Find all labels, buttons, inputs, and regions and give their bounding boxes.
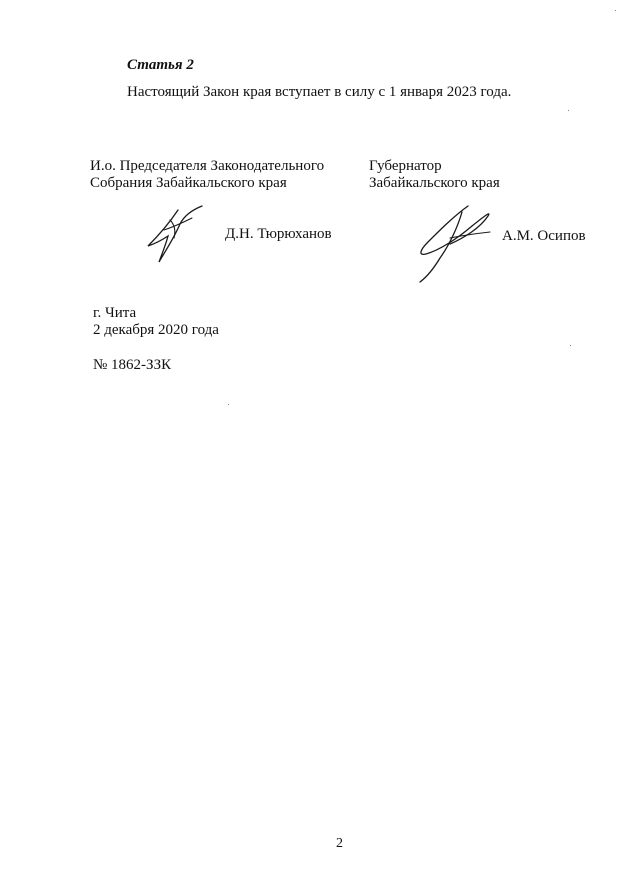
right-signature-image: [410, 198, 505, 288]
article-text: Настоящий Закон края вступает в силу с 1 января 2023 года.: [127, 84, 512, 100]
left-signatory-title-line1: И.о. Председателя Законодательного: [90, 158, 325, 174]
scan-speck: [615, 10, 616, 11]
signing-date: 2 декабря 2020 года: [93, 322, 219, 338]
right-signatory-name: А.М. Осипов: [502, 228, 586, 244]
signing-city: г. Чита: [93, 305, 137, 321]
right-signatory-title-line2: Забайкальского края: [369, 175, 500, 191]
scan-speck: [228, 404, 229, 405]
left-signature-image: [140, 200, 210, 270]
left-signatory-name: Д.Н. Тюрюханов: [225, 226, 332, 242]
article-heading: Статья 2: [127, 57, 194, 73]
scan-speck: [570, 345, 571, 346]
right-signatory-title-line1: Губернатор: [369, 158, 442, 174]
left-signatory-title-line2: Собрания Забайкальского края: [90, 175, 287, 191]
page-number: 2: [336, 836, 343, 851]
scan-speck: [568, 110, 569, 111]
law-number: № 1862-ЗЗК: [93, 357, 172, 373]
